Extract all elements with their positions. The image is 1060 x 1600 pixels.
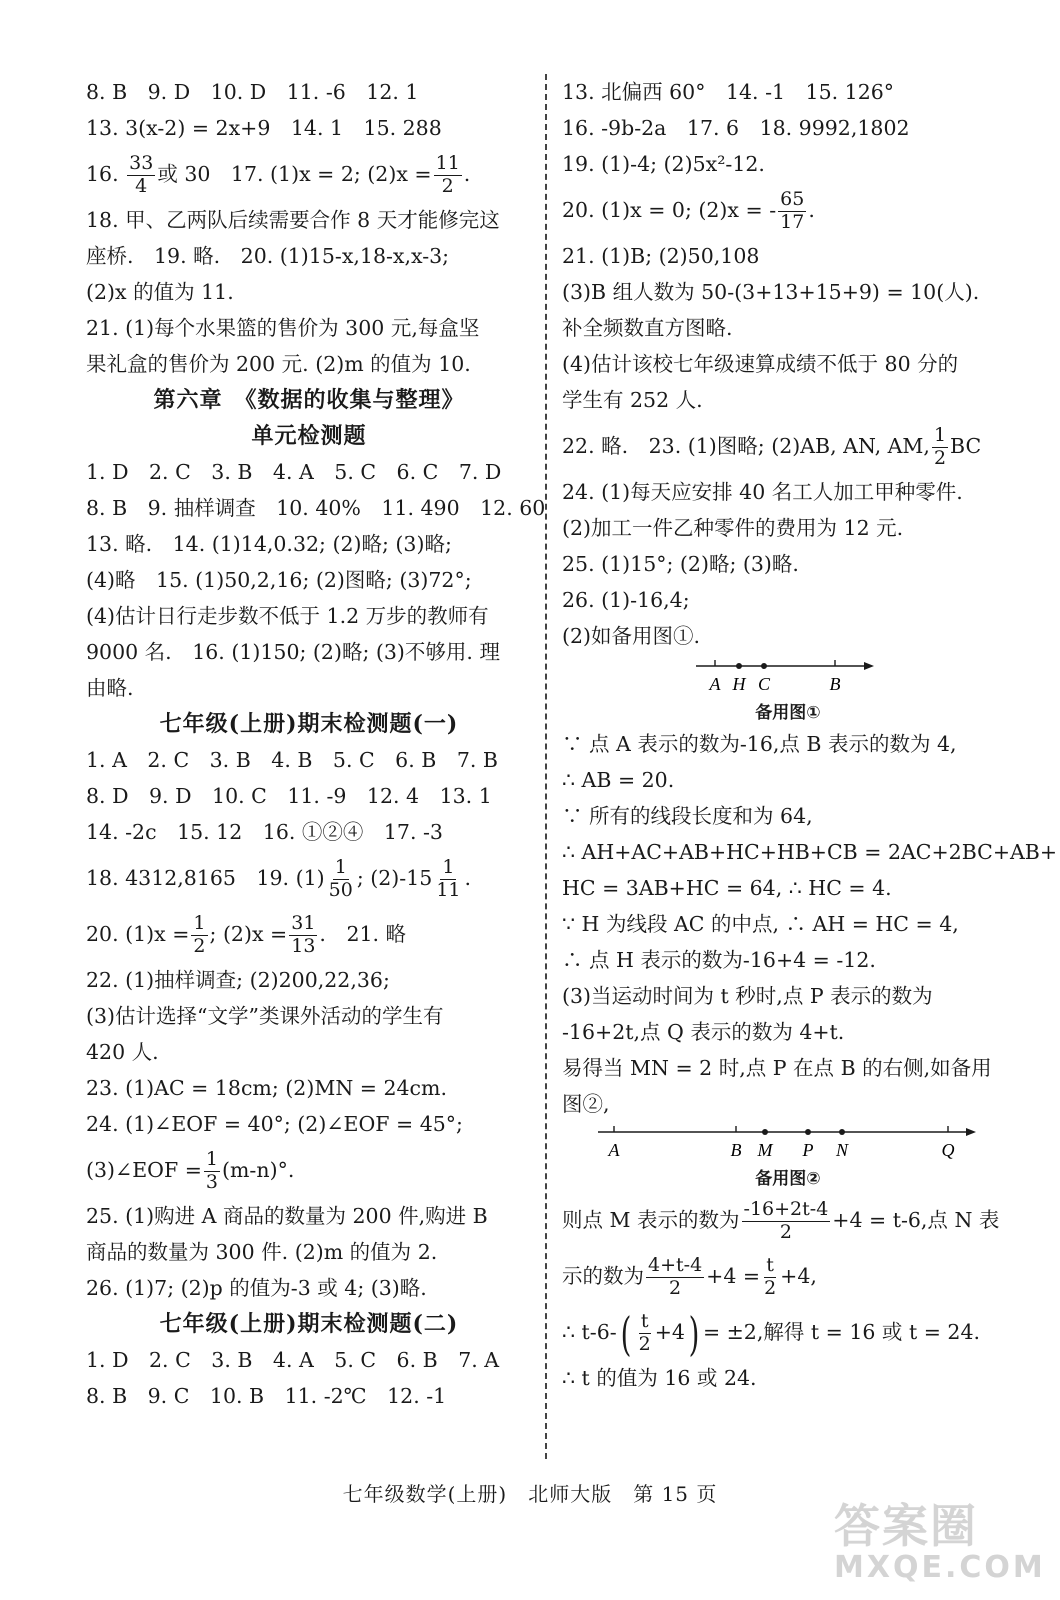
answer-line: 25. (1)15°; (2)略; (3)略. bbox=[562, 552, 799, 576]
answer-line: 16. -9b-2a 17. 6 18. 9992,1802 bbox=[562, 116, 910, 140]
right-paren: ) bbox=[688, 1306, 700, 1361]
fraction: $\frac{31}{13}$ bbox=[291, 912, 316, 957]
answer-line: (3)∠EOF = $\frac{1}{3}$ (m-n)°. bbox=[86, 1148, 295, 1193]
answer-line: 20. (1)x = 0; (2)x = - $\frac{65}{17}$ . bbox=[562, 188, 815, 233]
answer-line: 22. 略. 23. (1)图略; (2)AB, AN, AM, $\frac{1}{2}$ BC bbox=[562, 424, 982, 469]
number-line-1 bbox=[562, 654, 1014, 700]
section-heading: 七年级(上册)期末检测题(一) bbox=[159, 711, 459, 737]
fraction: $\frac{1}{2}$ bbox=[193, 912, 206, 957]
right-column bbox=[562, 74, 1058, 1396]
figure-caption: 备用图① bbox=[755, 703, 821, 723]
answer-line: ∴ t-6-( $\frac{t}{2}$ +4) = ±2,解得 t = 16 或 t = 24. bbox=[562, 1306, 980, 1361]
fraction: $\frac{11}{2}$ bbox=[435, 152, 460, 197]
answer-line: (3)估计选择“文学”类课外活动的学生有 bbox=[86, 1004, 444, 1028]
answer-line: (3)B 组人数为 50-(3+13+15+9) = 10(人). bbox=[562, 280, 980, 304]
answer-line: 13. 3(x-2) = 2x+9 14. 1 15. 288 bbox=[86, 116, 442, 140]
answer-line: ∴ AB = 20. bbox=[562, 768, 675, 792]
watermark-url: MXQE.COM bbox=[834, 1550, 1046, 1585]
answer-line: 示的数为 $\frac{4+t-4}{2}$ +4 = $\frac{t}{2}$ +4, bbox=[562, 1254, 817, 1299]
answer-line: 24. (1)每天应安排 40 名工人加工甲种零件. bbox=[562, 480, 963, 504]
answer-line: 易得当 MN = 2 时,点 P 在点 B 的右侧,如备用 bbox=[562, 1056, 992, 1080]
answer-line: 商品的数量为 300 件. (2)m 的值为 2. bbox=[86, 1240, 438, 1264]
point-label: M bbox=[757, 1140, 773, 1160]
fraction: $\frac{33}{4}$ bbox=[129, 152, 154, 197]
page-footer: 七年级数学(上册) 北师大版 第 15 页 bbox=[342, 1482, 718, 1506]
answer-line: 果礼盒的售价为 200 元. (2)m 的值为 10. bbox=[86, 352, 471, 376]
point-label: B bbox=[730, 1140, 742, 1160]
answer-line: -16+2t,点 Q 表示的数为 4+t. bbox=[562, 1020, 845, 1044]
column-divider bbox=[545, 74, 547, 1459]
answer-line: ∵ 所有的线段长度和为 64, bbox=[562, 804, 813, 828]
answer-line: 图②, bbox=[562, 1092, 610, 1116]
point-label: A bbox=[608, 1140, 620, 1160]
number-line-2 bbox=[562, 1122, 1014, 1166]
answer-line: 1. D 2. C 3. B 4. A 5. C 6. C 7. D bbox=[86, 460, 502, 484]
answer-line: 20. (1)x = $\frac{1}{2}$ ; (2)x = $\frac{31}{13}$ . 21. 略 bbox=[86, 912, 407, 957]
fraction: $\frac{1}{2}$ bbox=[933, 424, 947, 469]
answer-line: (2)如备用图①. bbox=[562, 624, 701, 648]
answer-line: 1. A 2. C 3. B 4. B 5. C 6. B 7. B bbox=[86, 748, 498, 772]
answer-line: 25. (1)购进 A 商品的数量为 200 件,购进 B bbox=[86, 1204, 488, 1228]
answer-line: (4)估计日行走步数不低于 1.2 万步的教师有 bbox=[86, 604, 489, 628]
answer-line: 26. (1)-16,4; bbox=[562, 588, 690, 612]
answer-line: 补全频数直方图略. bbox=[562, 316, 733, 340]
answer-line: 8. B 9. D 10. D 11. -6 12. 1 bbox=[86, 80, 419, 104]
answer-line: ∴ 点 H 表示的数为-16+4 = -12. bbox=[562, 948, 876, 972]
left-column bbox=[86, 74, 546, 1414]
section-subheading: 单元检测题 bbox=[251, 423, 367, 449]
answer-line: 8. B 9. 抽样调查 10. 40% 11. 490 12. 60 bbox=[86, 496, 546, 520]
answer-line: 13. 北偏西 60° 14. -1 15. 126° bbox=[562, 80, 895, 104]
answer-line: 则点 M 表示的数为 $\frac{-16+2t-4}{2}$ +4 = t-6,点 N 表 bbox=[562, 1198, 1000, 1243]
section-heading: 第六章 《数据的收集与整理》 bbox=[153, 387, 465, 413]
answer-line: 18. 甲、乙两队后续需要合作 8 天才能修完这 bbox=[86, 208, 500, 232]
answer-line: 8. B 9. C 10. B 11. -2℃ 12. -1 bbox=[86, 1384, 447, 1408]
number-line-figure-2 bbox=[562, 1122, 1014, 1192]
answer-line: 21. (1)每个水果篮的售价为 300 元,每盒坚 bbox=[86, 316, 480, 340]
answer-line: 14. -2c 15. 12 16. ①②④ 17. -3 bbox=[86, 820, 443, 844]
fraction: $\frac{65}{17}$ bbox=[780, 188, 805, 233]
answer-line: 420 人. bbox=[86, 1040, 159, 1064]
answer-line: ∴ AH+AC+AB+HC+HB+CB = 2AC+2BC+AB+ bbox=[562, 840, 1058, 864]
answer-line: ∵ 点 A 表示的数为-16,点 B 表示的数为 4, bbox=[562, 732, 957, 756]
answer-line: 23. (1)AC = 18cm; (2)MN = 24cm. bbox=[86, 1076, 447, 1100]
answer-line: HC = 3AB+HC = 64, ∴ HC = 4. bbox=[562, 876, 892, 900]
watermark-logo bbox=[834, 1490, 1046, 1590]
fraction: $\frac{1}{50}$ bbox=[328, 856, 353, 901]
answer-line: 学生有 252 人. bbox=[562, 388, 703, 412]
answer-line: 16. $\frac{33}{4}$ 或 30 17. (1)x = 2; (2)x = $\frac{11}{2}$ . bbox=[86, 152, 471, 197]
fraction: $\frac{t}{2}$ bbox=[764, 1254, 777, 1299]
fraction: $\frac{1}{11}$ bbox=[436, 856, 461, 901]
fraction: $\frac{t}{2}$ bbox=[638, 1310, 651, 1355]
point-label: A bbox=[709, 674, 721, 694]
answer-line: ∴ t 的值为 16 或 24. bbox=[562, 1366, 757, 1390]
left-paren: ( bbox=[620, 1306, 632, 1361]
answer-line: 8. D 9. D 10. C 11. -9 12. 4 13. 1 bbox=[86, 784, 492, 808]
answer-line: (2)加工一件乙种零件的费用为 12 元. bbox=[562, 516, 904, 540]
point-label: P bbox=[802, 1140, 814, 1160]
answer-line: (4)估计该校七年级速算成绩不低于 80 分的 bbox=[562, 352, 959, 376]
answer-line: 22. (1)抽样调查; (2)200,22,36; bbox=[86, 968, 390, 992]
answer-line: (4)略 15. (1)50,2,16; (2)图略; (3)72°; bbox=[86, 568, 472, 592]
answer-line: ∵ H 为线段 AC 的中点, ∴ AH = HC = 4, bbox=[562, 912, 959, 936]
answer-line: 19. (1)-4; (2)5x²-12. bbox=[562, 152, 765, 176]
point-label: Q bbox=[941, 1140, 955, 1160]
answer-line: 由略. bbox=[86, 676, 134, 700]
fraction: $\frac{4+t-4}{2}$ bbox=[648, 1254, 703, 1299]
answer-line: 26. (1)7; (2)p 的值为-3 或 4; (3)略. bbox=[86, 1276, 427, 1300]
answer-line: 18. 4312,8165 19. (1) $\frac{1}{50}$ ; (2)-15 $\frac{1}{11}$ . bbox=[86, 856, 472, 901]
point-label: N bbox=[835, 1140, 849, 1160]
answer-line: 1. D 2. C 3. B 4. A 5. C 6. B 7. A bbox=[86, 1348, 500, 1372]
point-label: H bbox=[732, 674, 746, 694]
answer-line: 13. 略. 14. (1)14,0.32; (2)略; (3)略; bbox=[86, 532, 452, 556]
point-label: B bbox=[829, 674, 841, 694]
answer-line: (2)x 的值为 11. bbox=[86, 280, 234, 304]
point-label: C bbox=[757, 674, 771, 694]
fraction: $\frac{-16+2t-4}{2}$ bbox=[743, 1198, 829, 1243]
answer-line: 24. (1)∠EOF = 40°; (2)∠EOF = 45°; bbox=[86, 1112, 463, 1136]
answer-line: 9000 名. 16. (1)150; (2)略; (3)不够用. 理 bbox=[86, 640, 500, 664]
answer-line: (3)当运动时间为 t 秒时,点 P 表示的数为 bbox=[562, 984, 933, 1008]
watermark-text: 答案圈 bbox=[834, 1499, 978, 1553]
section-heading: 七年级(上册)期末检测题(二) bbox=[159, 1311, 459, 1337]
figure-caption: 备用图② bbox=[755, 1169, 821, 1189]
answer-line: 座桥. 19. 略. 20. (1)15-x,18-x,x-3; bbox=[86, 244, 450, 268]
fraction: $\frac{1}{3}$ bbox=[205, 1148, 218, 1193]
number-line-figure-1 bbox=[562, 654, 1014, 726]
answer-line: 21. (1)B; (2)50,108 bbox=[562, 244, 760, 268]
